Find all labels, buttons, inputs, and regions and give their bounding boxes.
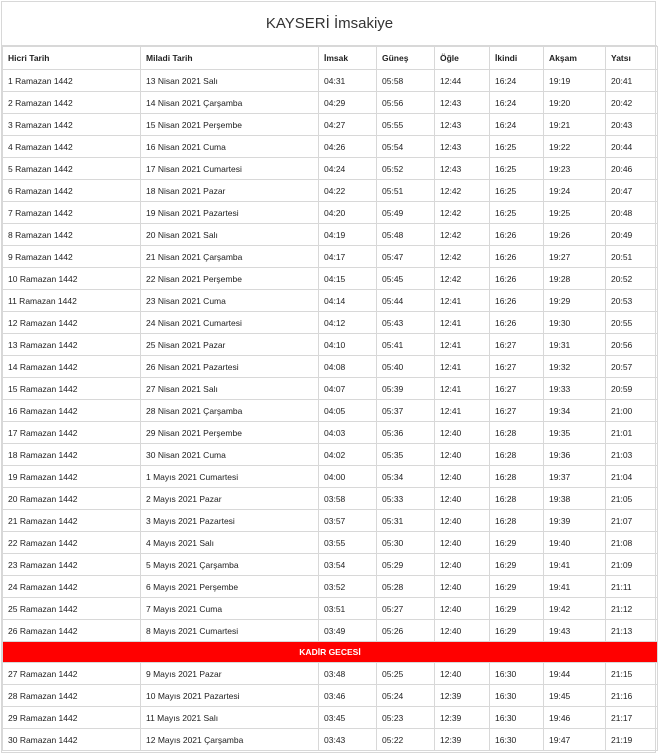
aksam-cell: 19:27: [544, 246, 606, 268]
miladi-tarih-cell: 2 Mayıs 2021 Pazar: [141, 488, 319, 510]
yatsi-cell: 21:16: [606, 685, 658, 707]
table-body-after: [3, 663, 658, 751]
yatsi-cell: 21:19: [606, 729, 658, 751]
yatsi-cell: 20:44: [606, 136, 658, 158]
yatsi-cell: 21:07: [606, 510, 658, 532]
yatsi-cell: 21:00: [606, 400, 658, 422]
hicri-tarih-cell: 15 Ramazan 1442: [3, 378, 141, 400]
gunes-cell: 05:58: [377, 70, 435, 92]
yatsi-cell: 20:55: [606, 312, 658, 334]
miladi-tarih-cell: 10 Mayıs 2021 Pazartesi: [141, 685, 319, 707]
gunes-cell: 05:48: [377, 224, 435, 246]
aksam-cell: 19:22: [544, 136, 606, 158]
table-row: [3, 444, 658, 466]
ogle-cell: 12:40: [435, 466, 490, 488]
table-row: [3, 268, 658, 290]
miladi-tarih-cell: 23 Nisan 2021 Cuma: [141, 290, 319, 312]
imsak-cell: 03:48: [319, 663, 377, 685]
ogle-cell: 12:43: [435, 114, 490, 136]
hicri-tarih-cell: 6 Ramazan 1442: [3, 180, 141, 202]
hicri-tarih-cell: 5 Ramazan 1442: [3, 158, 141, 180]
gunes-cell: 05:39: [377, 378, 435, 400]
gunes-cell: 05:33: [377, 488, 435, 510]
aksam-cell: 19:47: [544, 729, 606, 751]
ikindi-cell: 16:26: [490, 290, 544, 312]
hicri-tarih-cell: 17 Ramazan 1442: [3, 422, 141, 444]
table-row: [3, 598, 658, 620]
miladi-tarih-cell: 5 Mayıs 2021 Çarşamba: [141, 554, 319, 576]
aksam-cell: 19:37: [544, 466, 606, 488]
ikindi-cell: 16:24: [490, 114, 544, 136]
imsak-cell: 03:49: [319, 620, 377, 642]
gunes-cell: 05:37: [377, 400, 435, 422]
table-row: [3, 312, 658, 334]
hicri-tarih-cell: 11 Ramazan 1442: [3, 290, 141, 312]
aksam-cell: 19:36: [544, 444, 606, 466]
miladi-tarih-cell: 18 Nisan 2021 Pazar: [141, 180, 319, 202]
miladi-tarih-cell: 16 Nisan 2021 Cuma: [141, 136, 319, 158]
aksam-cell: 19:21: [544, 114, 606, 136]
ikindi-cell: 16:28: [490, 444, 544, 466]
aksam-cell: 19:20: [544, 92, 606, 114]
yatsi-cell: 20:53: [606, 290, 658, 312]
hicri-tarih-cell: 7 Ramazan 1442: [3, 202, 141, 224]
table-row: [3, 136, 658, 158]
ikindi-cell: 16:24: [490, 70, 544, 92]
table-row: [3, 224, 658, 246]
ikindi-cell: 16:28: [490, 466, 544, 488]
table-row: [3, 92, 658, 114]
gunes-cell: 05:54: [377, 136, 435, 158]
miladi-tarih-cell: 8 Mayıs 2021 Cumartesi: [141, 620, 319, 642]
aksam-cell: 19:38: [544, 488, 606, 510]
hicri-tarih-cell: 22 Ramazan 1442: [3, 532, 141, 554]
gunes-cell: 05:55: [377, 114, 435, 136]
table-row: [3, 707, 658, 729]
imsak-cell: 04:03: [319, 422, 377, 444]
table-row: [3, 576, 658, 598]
aksam-cell: 19:39: [544, 510, 606, 532]
miladi-tarih-cell: 22 Nisan 2021 Perşembe: [141, 268, 319, 290]
hicri-tarih-cell: 29 Ramazan 1442: [3, 707, 141, 729]
kadir-section: [3, 642, 658, 663]
gunes-cell: 05:44: [377, 290, 435, 312]
yatsi-cell: 20:43: [606, 114, 658, 136]
ikindi-cell: 16:24: [490, 92, 544, 114]
imsak-cell: 04:15: [319, 268, 377, 290]
header-imsak: İmsak: [319, 47, 377, 70]
miladi-tarih-cell: 1 Mayıs 2021 Cumartesi: [141, 466, 319, 488]
ogle-cell: 12:40: [435, 444, 490, 466]
miladi-tarih-cell: 4 Mayıs 2021 Salı: [141, 532, 319, 554]
aksam-cell: 19:32: [544, 356, 606, 378]
table-row: [3, 488, 658, 510]
ikindi-cell: 16:29: [490, 598, 544, 620]
yatsi-cell: 20:47: [606, 180, 658, 202]
ogle-cell: 12:41: [435, 334, 490, 356]
header-ogle: Öğle: [435, 47, 490, 70]
gunes-cell: 05:40: [377, 356, 435, 378]
aksam-cell: 19:33: [544, 378, 606, 400]
gunes-cell: 05:36: [377, 422, 435, 444]
page-title: KAYSERİ İmsakiye: [2, 2, 657, 46]
table-row: [3, 158, 658, 180]
header-ikindi: İkindi: [490, 47, 544, 70]
imsak-cell: 04:08: [319, 356, 377, 378]
imsakiye-panel: [1, 1, 656, 753]
gunes-cell: 05:31: [377, 510, 435, 532]
imsak-cell: 03:52: [319, 576, 377, 598]
aksam-cell: 19:31: [544, 334, 606, 356]
hicri-tarih-cell: 1 Ramazan 1442: [3, 70, 141, 92]
yatsi-cell: 21:08: [606, 532, 658, 554]
ogle-cell: 12:40: [435, 598, 490, 620]
yatsi-cell: 21:09: [606, 554, 658, 576]
miladi-tarih-cell: 17 Nisan 2021 Cumartesi: [141, 158, 319, 180]
ikindi-cell: 16:28: [490, 488, 544, 510]
imsak-cell: 04:17: [319, 246, 377, 268]
hicri-tarih-cell: 18 Ramazan 1442: [3, 444, 141, 466]
ogle-cell: 12:44: [435, 70, 490, 92]
aksam-cell: 19:26: [544, 224, 606, 246]
gunes-cell: 05:26: [377, 620, 435, 642]
gunes-cell: 05:24: [377, 685, 435, 707]
miladi-tarih-cell: 21 Nisan 2021 Çarşamba: [141, 246, 319, 268]
imsak-cell: 04:27: [319, 114, 377, 136]
gunes-cell: 05:51: [377, 180, 435, 202]
imsak-cell: 03:46: [319, 685, 377, 707]
table-body-before: [3, 70, 658, 642]
ogle-cell: 12:40: [435, 663, 490, 685]
imsak-cell: 04:31: [319, 70, 377, 92]
aksam-cell: 19:46: [544, 707, 606, 729]
aksam-cell: 19:45: [544, 685, 606, 707]
imsak-cell: 03:51: [319, 598, 377, 620]
gunes-cell: 05:35: [377, 444, 435, 466]
ogle-cell: 12:40: [435, 532, 490, 554]
ogle-cell: 12:43: [435, 136, 490, 158]
miladi-tarih-cell: 13 Nisan 2021 Salı: [141, 70, 319, 92]
ogle-cell: 12:42: [435, 246, 490, 268]
gunes-cell: 05:22: [377, 729, 435, 751]
header-miladi-tarih: Miladi Tarih: [141, 47, 319, 70]
yatsi-cell: 20:41: [606, 70, 658, 92]
table-row: [3, 422, 658, 444]
header-hicri-tarih: Hicri Tarih: [3, 47, 141, 70]
yatsi-cell: 20:49: [606, 224, 658, 246]
ogle-cell: 12:41: [435, 312, 490, 334]
imsak-cell: 03:55: [319, 532, 377, 554]
ikindi-cell: 16:25: [490, 136, 544, 158]
miladi-tarih-cell: 15 Nisan 2021 Perşembe: [141, 114, 319, 136]
aksam-cell: 19:28: [544, 268, 606, 290]
ikindi-cell: 16:27: [490, 334, 544, 356]
hicri-tarih-cell: 9 Ramazan 1442: [3, 246, 141, 268]
hicri-tarih-cell: 21 Ramazan 1442: [3, 510, 141, 532]
kadir-gecesi-label: KADİR GECESİ: [3, 642, 658, 663]
ogle-cell: 12:39: [435, 685, 490, 707]
hicri-tarih-cell: 16 Ramazan 1442: [3, 400, 141, 422]
ikindi-cell: 16:25: [490, 202, 544, 224]
table-row: [3, 356, 658, 378]
miladi-tarih-cell: 30 Nisan 2021 Cuma: [141, 444, 319, 466]
miladi-tarih-cell: 19 Nisan 2021 Pazartesi: [141, 202, 319, 224]
miladi-tarih-cell: 20 Nisan 2021 Salı: [141, 224, 319, 246]
ikindi-cell: 16:29: [490, 576, 544, 598]
imsak-cell: 04:22: [319, 180, 377, 202]
yatsi-cell: 21:13: [606, 620, 658, 642]
miladi-tarih-cell: 3 Mayıs 2021 Pazartesi: [141, 510, 319, 532]
miladi-tarih-cell: 7 Mayıs 2021 Cuma: [141, 598, 319, 620]
hicri-tarih-cell: 24 Ramazan 1442: [3, 576, 141, 598]
miladi-tarih-cell: 12 Mayıs 2021 Çarşamba: [141, 729, 319, 751]
imsak-cell: 03:54: [319, 554, 377, 576]
table-row: [3, 334, 658, 356]
imsak-cell: 04:02: [319, 444, 377, 466]
aksam-cell: 19:29: [544, 290, 606, 312]
gunes-cell: 05:25: [377, 663, 435, 685]
miladi-tarih-cell: 11 Mayıs 2021 Salı: [141, 707, 319, 729]
yatsi-cell: 20:57: [606, 356, 658, 378]
yatsi-cell: 20:42: [606, 92, 658, 114]
imsak-cell: 04:10: [319, 334, 377, 356]
ikindi-cell: 16:30: [490, 729, 544, 751]
ikindi-cell: 16:29: [490, 620, 544, 642]
aksam-cell: 19:30: [544, 312, 606, 334]
ogle-cell: 12:41: [435, 378, 490, 400]
gunes-cell: 05:47: [377, 246, 435, 268]
table-row: [3, 114, 658, 136]
ikindi-cell: 16:29: [490, 532, 544, 554]
yatsi-cell: 20:51: [606, 246, 658, 268]
table-row: [3, 554, 658, 576]
hicri-tarih-cell: 3 Ramazan 1442: [3, 114, 141, 136]
hicri-tarih-cell: 4 Ramazan 1442: [3, 136, 141, 158]
table-row: [3, 400, 658, 422]
ogle-cell: 12:42: [435, 180, 490, 202]
header-aksam: Akşam: [544, 47, 606, 70]
imsak-cell: 04:19: [319, 224, 377, 246]
ikindi-cell: 16:25: [490, 158, 544, 180]
miladi-tarih-cell: 28 Nisan 2021 Çarşamba: [141, 400, 319, 422]
miladi-tarih-cell: 25 Nisan 2021 Pazar: [141, 334, 319, 356]
aksam-cell: 19:35: [544, 422, 606, 444]
table-row: [3, 180, 658, 202]
ogle-cell: 12:41: [435, 356, 490, 378]
table-row: [3, 510, 658, 532]
miladi-tarih-cell: 6 Mayıs 2021 Perşembe: [141, 576, 319, 598]
header-gunes: Güneş: [377, 47, 435, 70]
gunes-cell: 05:49: [377, 202, 435, 224]
yatsi-cell: 20:56: [606, 334, 658, 356]
aksam-cell: 19:34: [544, 400, 606, 422]
yatsi-cell: 21:01: [606, 422, 658, 444]
ogle-cell: 12:43: [435, 92, 490, 114]
gunes-cell: 05:29: [377, 554, 435, 576]
ikindi-cell: 16:30: [490, 685, 544, 707]
aksam-cell: 19:23: [544, 158, 606, 180]
imsak-cell: 04:29: [319, 92, 377, 114]
hicri-tarih-cell: 19 Ramazan 1442: [3, 466, 141, 488]
ikindi-cell: 16:29: [490, 554, 544, 576]
hicri-tarih-cell: 28 Ramazan 1442: [3, 685, 141, 707]
ikindi-cell: 16:30: [490, 663, 544, 685]
aksam-cell: 19:44: [544, 663, 606, 685]
imsak-cell: 04:20: [319, 202, 377, 224]
hicri-tarih-cell: 2 Ramazan 1442: [3, 92, 141, 114]
yatsi-cell: 20:48: [606, 202, 658, 224]
ogle-cell: 12:40: [435, 576, 490, 598]
ogle-cell: 12:40: [435, 554, 490, 576]
table-row: [3, 729, 658, 751]
ikindi-cell: 16:28: [490, 422, 544, 444]
hicri-tarih-cell: 27 Ramazan 1442: [3, 663, 141, 685]
table-row: [3, 70, 658, 92]
yatsi-cell: 21:17: [606, 707, 658, 729]
ikindi-cell: 16:27: [490, 356, 544, 378]
gunes-cell: 05:52: [377, 158, 435, 180]
aksam-cell: 19:41: [544, 554, 606, 576]
ogle-cell: 12:40: [435, 510, 490, 532]
header-yatsi: Yatsı: [606, 47, 658, 70]
table-header-row: [3, 47, 658, 70]
hicri-tarih-cell: 13 Ramazan 1442: [3, 334, 141, 356]
hicri-tarih-cell: 30 Ramazan 1442: [3, 729, 141, 751]
yatsi-cell: 21:11: [606, 576, 658, 598]
ogle-cell: 12:42: [435, 268, 490, 290]
table-row: [3, 202, 658, 224]
imsak-cell: 04:00: [319, 466, 377, 488]
aksam-cell: 19:24: [544, 180, 606, 202]
imsak-cell: 04:07: [319, 378, 377, 400]
ikindi-cell: 16:30: [490, 707, 544, 729]
ikindi-cell: 16:27: [490, 400, 544, 422]
kadir-gecesi-row: [3, 642, 658, 663]
yatsi-cell: 21:03: [606, 444, 658, 466]
gunes-cell: 05:28: [377, 576, 435, 598]
ikindi-cell: 16:28: [490, 510, 544, 532]
aksam-cell: 19:43: [544, 620, 606, 642]
table-row: [3, 685, 658, 707]
yatsi-cell: 20:46: [606, 158, 658, 180]
ogle-cell: 12:40: [435, 620, 490, 642]
table-row: [3, 532, 658, 554]
aksam-cell: 19:19: [544, 70, 606, 92]
gunes-cell: 05:30: [377, 532, 435, 554]
hicri-tarih-cell: 20 Ramazan 1442: [3, 488, 141, 510]
imsak-cell: 04:24: [319, 158, 377, 180]
imsakiye-table: [2, 46, 658, 751]
yatsi-cell: 21:04: [606, 466, 658, 488]
ogle-cell: 12:40: [435, 422, 490, 444]
gunes-cell: 05:41: [377, 334, 435, 356]
miladi-tarih-cell: 27 Nisan 2021 Salı: [141, 378, 319, 400]
yatsi-cell: 20:59: [606, 378, 658, 400]
table-row: [3, 466, 658, 488]
ogle-cell: 12:41: [435, 290, 490, 312]
yatsi-cell: 20:52: [606, 268, 658, 290]
ikindi-cell: 16:25: [490, 180, 544, 202]
ikindi-cell: 16:27: [490, 378, 544, 400]
imsak-cell: 04:14: [319, 290, 377, 312]
miladi-tarih-cell: 9 Mayıs 2021 Pazar: [141, 663, 319, 685]
yatsi-cell: 21:12: [606, 598, 658, 620]
miladi-tarih-cell: 14 Nisan 2021 Çarşamba: [141, 92, 319, 114]
aksam-cell: 19:42: [544, 598, 606, 620]
ogle-cell: 12:40: [435, 488, 490, 510]
table-row: [3, 246, 658, 268]
ogle-cell: 12:42: [435, 224, 490, 246]
ogle-cell: 12:43: [435, 158, 490, 180]
ogle-cell: 12:42: [435, 202, 490, 224]
gunes-cell: 05:27: [377, 598, 435, 620]
miladi-tarih-cell: 29 Nisan 2021 Perşembe: [141, 422, 319, 444]
imsak-cell: 04:12: [319, 312, 377, 334]
aksam-cell: 19:25: [544, 202, 606, 224]
ikindi-cell: 16:26: [490, 312, 544, 334]
ogle-cell: 12:39: [435, 707, 490, 729]
imsak-cell: 04:26: [319, 136, 377, 158]
imsak-cell: 03:45: [319, 707, 377, 729]
miladi-tarih-cell: 26 Nisan 2021 Pazartesi: [141, 356, 319, 378]
ogle-cell: 12:41: [435, 400, 490, 422]
imsak-cell: 03:43: [319, 729, 377, 751]
table-row: [3, 378, 658, 400]
gunes-cell: 05:45: [377, 268, 435, 290]
imsak-cell: 03:57: [319, 510, 377, 532]
hicri-tarih-cell: 14 Ramazan 1442: [3, 356, 141, 378]
ikindi-cell: 16:26: [490, 246, 544, 268]
imsak-cell: 04:05: [319, 400, 377, 422]
ikindi-cell: 16:26: [490, 268, 544, 290]
ikindi-cell: 16:26: [490, 224, 544, 246]
yatsi-cell: 21:15: [606, 663, 658, 685]
hicri-tarih-cell: 26 Ramazan 1442: [3, 620, 141, 642]
hicri-tarih-cell: 10 Ramazan 1442: [3, 268, 141, 290]
table-row: [3, 620, 658, 642]
imsak-cell: 03:58: [319, 488, 377, 510]
hicri-tarih-cell: 23 Ramazan 1442: [3, 554, 141, 576]
miladi-tarih-cell: 24 Nisan 2021 Cumartesi: [141, 312, 319, 334]
aksam-cell: 19:40: [544, 532, 606, 554]
hicri-tarih-cell: 12 Ramazan 1442: [3, 312, 141, 334]
aksam-cell: 19:41: [544, 576, 606, 598]
hicri-tarih-cell: 8 Ramazan 1442: [3, 224, 141, 246]
ogle-cell: 12:39: [435, 729, 490, 751]
gunes-cell: 05:34: [377, 466, 435, 488]
hicri-tarih-cell: 25 Ramazan 1442: [3, 598, 141, 620]
table-row: [3, 290, 658, 312]
gunes-cell: 05:23: [377, 707, 435, 729]
table-row: [3, 663, 658, 685]
gunes-cell: 05:43: [377, 312, 435, 334]
yatsi-cell: 21:05: [606, 488, 658, 510]
gunes-cell: 05:56: [377, 92, 435, 114]
